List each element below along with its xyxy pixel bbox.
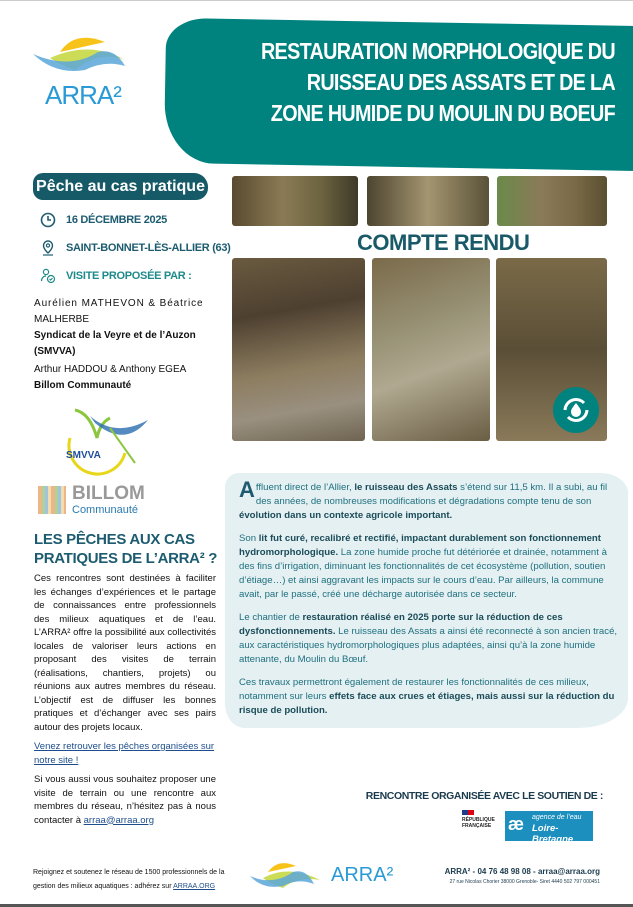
agence-text: Loire-Bretagne	[532, 823, 574, 845]
report-banner: COMPTE RENDU	[357, 230, 530, 255]
text: La zone humide proche fut détériorée et drainée, notamment à des fins d’irrigation, diminuant les fonctionnalités de cet écosystème (pollution, soutien d’étiage…) et ainsi aggravant les impacts sur le cours d’eau. Par ailleurs, la commune avait, par le passé, créé une décharge autorisée dans ce secteur.	[239, 547, 607, 600]
event-location	[40, 240, 231, 256]
sidebar-heading-line: PRATIQUES DE L’ARRA² ?	[34, 550, 218, 567]
report-paragraph-3	[239, 611, 618, 667]
proposed-by-text: VISITE PROPOSÉE PAR :	[66, 270, 192, 282]
event-type-badge: Pêche au cas pratique	[33, 173, 208, 200]
report-panel	[225, 473, 628, 728]
organizer-names: Arthur HADDOU & Anthony EGEA	[34, 364, 187, 375]
contact-email-link[interactable]: arraa@arraa.org	[83, 814, 155, 826]
date-text: 16 DÉCEMBRE 2025	[66, 214, 167, 226]
footer-logo-text: ARRA²	[331, 864, 394, 886]
rf-text: RÉPUBLIQUE	[462, 817, 495, 823]
drop-cap: A	[239, 477, 255, 502]
text-bold: restauration réalisé en 2025 porte sur la réduction de ces dysfonctionnements.	[239, 612, 563, 637]
agence-text: agence de l’eau	[532, 814, 582, 821]
page-title: RESTAURATION MORPHOLOGIQUE DU RUISSEAU DES ASSATS ET DE LA ZONE HUMIDE DU MOULIN DU BOEUF	[260, 38, 615, 126]
text-bold: le ruisseau des Assats	[354, 482, 458, 493]
top-divider	[0, 0, 633, 1]
text-bold: effets face aux crues et étiages, mais aussi sur la réduction du risque de pollution.	[239, 691, 615, 716]
smvva-logo	[55, 398, 155, 478]
smvva-emblem-icon	[55, 398, 155, 478]
report-paragraph-4	[239, 676, 618, 718]
peches-site-link[interactable]: Venez retrouver les pêches organisées sur notre site !	[34, 741, 215, 766]
site-photo-2	[367, 176, 489, 226]
water-cycle-icon	[553, 387, 599, 433]
footer-contact-line: ARRA² - 04 76 48 98 08 - arraa@arraa.org	[444, 867, 600, 876]
arraa-site-link[interactable]: ARRAA.ORG	[173, 883, 216, 890]
organizers	[34, 296, 214, 394]
event-date	[40, 212, 167, 228]
site-photo-1	[232, 176, 358, 226]
agence-ae-icon: æ	[508, 814, 525, 834]
organizer-org: Billom Communauté	[34, 380, 132, 391]
footer-join	[33, 866, 228, 894]
join-text: Rejoignez et soutenez le réseau de 1500 professionnels de la gestion des milieux aquatiques : adhérez sur	[33, 869, 225, 890]
clock-icon	[40, 212, 56, 228]
organizer-names: MALHERBE	[34, 314, 90, 325]
agence-eau-logo	[505, 811, 593, 845]
report-paragraph-1	[239, 477, 618, 523]
organizer-names: Aurélien MATHEVON & Béatrice	[34, 298, 204, 309]
contact-text: Si vous aussi vous souhaitez proposer une visite de terrain ou une rencontre aux membres du réseau, n’hésitez pas à nous contacter à	[34, 774, 216, 826]
location-text: SAINT-BONNET-LÈS-ALLIER (63)	[66, 242, 231, 254]
sidebar-body: Ces rencontres sont destinées à faciliter les échanges d’expériences et le partage de connaissances entre professionnels des milieux aquatiques et de l’eau. L’ARRA² offre la possibilité aux collectivités locales de valoriser leurs actions en proposant des visites de terrain (réalisations, chantiers, projets) ou réunions aux autres membres du réseau. L’objectif est de diffuser les bonnes pratiques et d’échanger avec ses pairs autour des projets locaux.	[34, 573, 216, 733]
sidebar-text	[34, 572, 216, 827]
text-bold: évolution dans un contexte agricole important.	[239, 510, 453, 521]
organizer-org: Syndicat de la Veyre et de l’Auzon (SMVVA)	[34, 330, 196, 357]
site-photo-4	[232, 258, 365, 441]
text: Le ruisseau des Assats a ainsi été reconnecté à son ancien tracé, aux caractéristiques hydromorphologiques plus adaptées, ainsi qu’à la zone humide attenante, du Moulin du Bœuf.	[239, 626, 618, 665]
billom-logo	[38, 484, 188, 520]
billom-mosaic-icon	[38, 486, 66, 514]
arra-logo-text: ARRA²	[45, 80, 121, 110]
text: Ces travaux permettront également de restaurer les fonctionnalités de ces milieux, notamment sur leurs	[239, 677, 589, 702]
text: Son	[239, 533, 259, 544]
site-photo-5	[372, 258, 490, 441]
site-photo-3	[497, 176, 607, 226]
user-check-icon	[40, 268, 56, 284]
billom-logo-subtext: Communauté	[72, 504, 139, 516]
proposed-by-label	[40, 268, 192, 284]
report-paragraph-2	[239, 532, 618, 602]
billom-logo-text: BILLOM	[72, 483, 145, 504]
text: Le chantier de	[239, 612, 303, 623]
text: ffluent direct de l’Allier,	[255, 482, 355, 493]
support-label: RENCONTRE ORGANISÉE AVEC LE SOUTIEN DE :	[365, 790, 603, 802]
republique-francaise-logo	[462, 810, 502, 846]
smvva-logo-text: SMVVA	[66, 450, 101, 461]
footer-contact	[445, 867, 600, 885]
text-bold: lit fut curé, recalibré et rectifié, impactant durablement son fonctionnement hydromorphologique.	[239, 533, 601, 558]
sidebar-heading-line: LES PÊCHES AUX CAS	[34, 531, 195, 548]
location-pin-icon	[40, 240, 56, 256]
sidebar-heading	[34, 530, 217, 568]
footer-address: 27 rue Nicolas Chorier 38000 Grenoble- Siret 4440 502 797 000451	[449, 879, 600, 885]
arra-logo	[30, 30, 150, 110]
rf-text: FRANÇAISE	[462, 823, 492, 829]
text: s’étend sur 11,5 km. Il a subi, au fil des années, de nombreuses modifications et dégradations compte tenu de son	[255, 482, 608, 507]
arra-wave-icon	[248, 858, 328, 896]
french-flag-icon	[462, 810, 474, 815]
footer-arra-logo	[248, 858, 398, 896]
sidebar-contact	[34, 773, 216, 827]
